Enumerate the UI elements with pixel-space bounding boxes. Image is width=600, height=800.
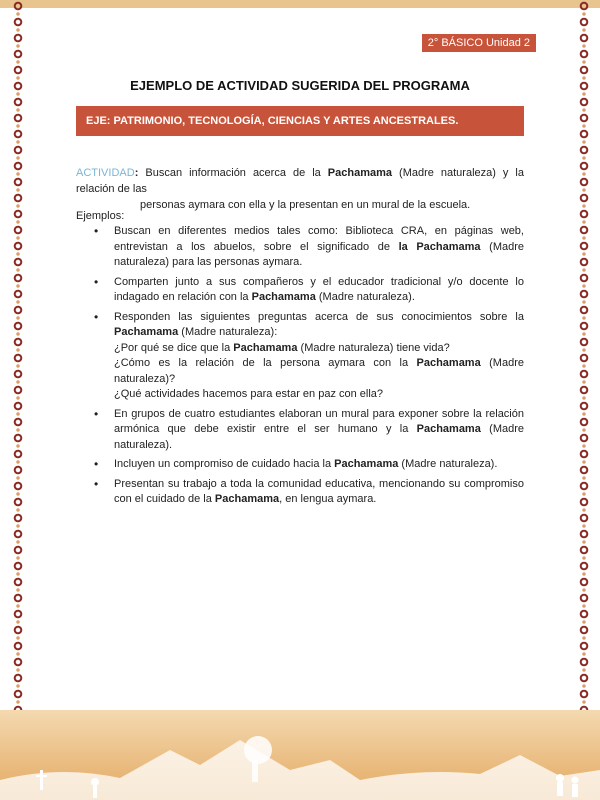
- activity-line-2: personas aymara con ella y la presentan en un mural de la escuela.: [140, 199, 471, 211]
- right-decorative-border: [576, 0, 592, 720]
- list-item: • Presentan su trabajo a toda la comunidad educativa, mencionando su compromiso con el cuidado de la Pachamama, en lengua aymara.: [76, 477, 524, 508]
- list-item: • Responden las siguientes preguntas acerca de sus conocimientos sobre la Pachamama (Madre naturaleza): ¿Por qué se dice que la Pachamama (Madre naturaleza) tiene vida? ¿Cómo es la relación de la persona aymara con la Pachamama (Madre naturaleza)? ¿Qué actividades hacemos para estar en paz con ella?: [76, 310, 524, 403]
- eje-banner: EJE: PATRIMONIO, TECNOLOGÍA, CIENCIAS Y ARTES ANCESTRALES.: [76, 106, 524, 136]
- activity-text-bold: Pachamama: [327, 167, 393, 179]
- page-title: EJEMPLO DE ACTIVIDAD SUGERIDA DEL PROGRAMA: [130, 78, 470, 93]
- top-bar: [0, 0, 600, 8]
- activity-line-1: [76, 165, 524, 197]
- question-1: ¿Por qué se dice que la Pachamama (Madre naturaleza) tiene vida?: [114, 341, 450, 354]
- footer-landscape-illustration: [0, 710, 600, 800]
- list-item: • En grupos de cuatro estudiantes elaboran un mural para exponer sobre la relación armónica que debe existir entre el ser humano y la Pachamama (Madre naturaleza).: [76, 407, 524, 454]
- activity-label: ACTIVIDAD: [76, 167, 135, 179]
- question-3: ¿Qué actividades hacemos para estar en paz con ella?: [114, 388, 384, 400]
- unit-badge: 2° BÁSICO Unidad 2: [422, 34, 536, 52]
- left-decorative-border: [10, 0, 26, 720]
- question-2: ¿Cómo es la relación de la persona aymara con la Pachamama (Madre naturaleza)?: [114, 357, 524, 385]
- list-item: • Comparten junto a sus compañeros y el educador tradicional y/o docente lo indagado en relación con la Pachamama (Madre naturaleza).: [76, 275, 524, 306]
- activity-description: [76, 165, 524, 213]
- examples-label: Ejemplos:: [76, 210, 125, 222]
- list-item: • Buscan en diferentes medios tales como: Biblioteca CRA, en páginas web, entrevistan a los abuelos, sobre el significado de la Pachamama (Madre naturaleza) para las personas aymara.: [76, 224, 524, 271]
- activity-text-pre: Buscan información acerca de la: [138, 167, 328, 179]
- list-item: • Incluyen un compromiso de cuidado hacia la Pachamama (Madre naturaleza).: [76, 457, 524, 473]
- activity-text-post: (Madre naturaleza) y la relación de las: [76, 167, 524, 195]
- activity-colon: :: [134, 167, 139, 179]
- examples-list: [76, 224, 524, 512]
